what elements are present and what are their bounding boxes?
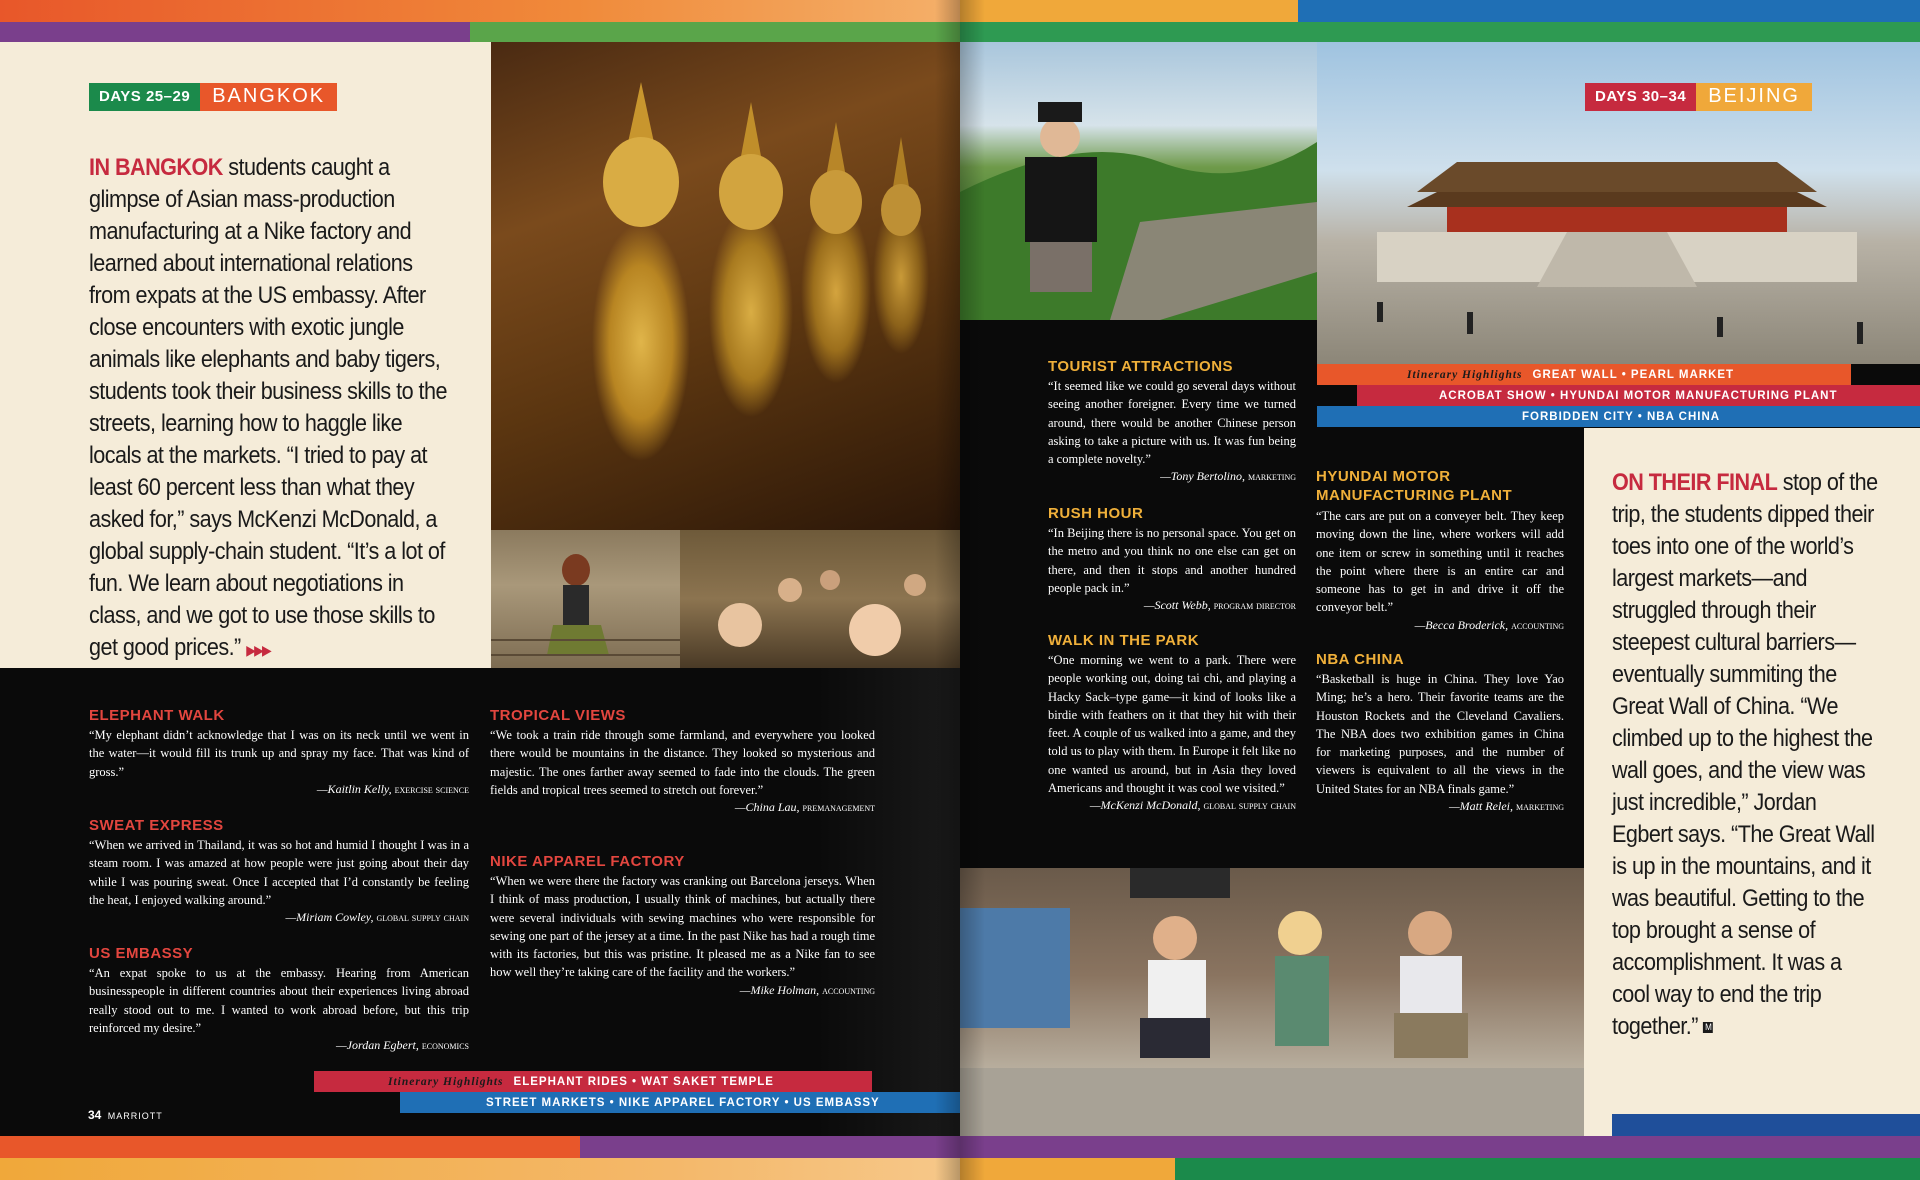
quote-body: “An expat spoke to us at the embassy. Hearing from American businesspeople in different countries about their experiences living abroad really stood out to me. I wanted to work abroad before, but this trip reinforced my desire.” [89, 966, 469, 1035]
bottom-stripe-yellow [0, 1158, 960, 1180]
student-on-temple-steps-photo [491, 530, 680, 668]
bottom-stripe-purple [580, 1136, 960, 1158]
bangkok-day-tag [89, 83, 337, 111]
highlights-items: FORBIDDEN CITY • NBA CHINA [1522, 410, 1721, 423]
quote-hyundai-plant [1316, 467, 1564, 633]
quote-body: “Basketball is huge in China. They love Yao Ming; he’s a hero. Their favorite teams are the Houston Rockets and the Cleveland Cavaliers. The NBA does two exhibition games in China for marketing purposes, and the number of viewers is equivalent to all the views in the United States for an NBA finals game.” [1316, 672, 1564, 796]
highlights-label: Itinerary Highlights [388, 1075, 504, 1088]
quote-us-embassy [89, 945, 469, 1053]
quote-nike-apparel-factory [490, 853, 875, 998]
quote-heading: RUSH HOUR [1048, 505, 1144, 522]
quote-body: “In Beijing there is no personal space. You get on the metro and you think no one else can get on there, and then it stops and another hundred people pack in.” [1048, 526, 1296, 595]
beijing-day-tag [1585, 83, 1812, 111]
quote-body: “One morning we went to a park. There were people working out, doing tai chi, and playing a Hacky Sack–type game—it kind of looks like a birdie with feathers on it that they hit with their feet. A couple of us walked into a game, and they told us to play with them. In Europe it felt like no one wanted us around, but in Asia they loved Americans and thought it was cool we visited.” [1048, 653, 1296, 796]
quote-author: —China Lau, premanagement [734, 800, 875, 815]
students-eating-on-curb-photo [960, 868, 1584, 1136]
quote-body: “The cars are put on a conveyer belt. They keep moving down the line, where workers will add one item or screw in something until it reaches the point where there is an entire car and someone has to get in and drive it off the conveyor belt.” [1316, 509, 1564, 615]
beijing-highlights-row1 [1317, 364, 1851, 385]
quote-body: “My elephant didn’t acknowledge that I was on its neck until we went in the water—it would fill its trunk up and spray my face. That was kind of gross.” [89, 728, 469, 779]
page-number: 34 [88, 1108, 102, 1122]
quote-heading: HYUNDAI MOTOR MANUFACTURING PLANT [1316, 468, 1513, 504]
quote-author: —Tony Bertolino, marketing [1160, 469, 1296, 484]
quote-author: —McKenzi McDonald, global supply chain [1089, 798, 1296, 813]
beijing-highlights-row3 [1317, 406, 1920, 427]
quote-author: —Matt Relei, marketing [1449, 799, 1564, 814]
students-on-train-photo [680, 530, 960, 668]
intro-body: students caught a glimpse of Asian mass-production manufacturing at a Nike factory and learned about international relations from expats at the US embassy. After close encounters with exotic jungle animals like elephants and baby tigers, students took their business skills to the streets, learning how to haggle like locals at the markets. “I tried to pay at least 60 percent less than what they asked for,” says McKenzi McDonald, a global supply-chain student. “It’s a lot of fun. We learn about negotiations in class, and we got to use those skills to get good prices.” [89, 154, 447, 661]
closing-blue-bar [1612, 1114, 1920, 1136]
folio [88, 1108, 163, 1122]
bottom-stripe-yellow-right [960, 1158, 1175, 1180]
quote-tourist-attractions [1048, 358, 1296, 484]
quote-heading: WALK IN THE PARK [1048, 632, 1200, 649]
beijing-closing-text [1612, 467, 1882, 1043]
top-stripe-green-right [960, 22, 1920, 42]
quote-author: —Scott Webb, program director [1143, 598, 1296, 613]
quote-author: —Becca Broderick, accounting [1414, 617, 1564, 632]
highlights-label: Itinerary Highlights [1407, 368, 1523, 381]
city-name: BEIJING [1696, 83, 1812, 111]
top-stripe-orange [0, 0, 960, 22]
top-stripe-purple [0, 22, 470, 42]
top-stripe-blue [1298, 0, 1920, 22]
bangkok-highlights-row1 [314, 1071, 872, 1092]
quote-body: “When we arrived in Thailand, it was so hot and humid I thought I was in a steam room. I was amazed at how people were just going about their day while I was pouring sweat. Once I accepted that I’d constantly be feeling the heat, I enjoyed walking around.” [89, 838, 469, 907]
closing-body: stop of the trip, the students dipped their toes into one of the world’s largest markets—and struggled through their steepest cultural barriers—eventually summiting the Great Wall of China. “We climbed up to the highest the wall goes, and the view was just incredible,” Jordan Egbert says. “The Great Wall is up in the mountains, and it was beautiful. Getting to the top brought a sense of accomplishment. It was a cool way to end the trip together.” [1612, 469, 1878, 1040]
bottom-stripe-green-right [1175, 1158, 1920, 1180]
quote-body: “We took a train ride through some farmland, and everywhere you looked there would be mountains in the distance. They looked so mysterious and majestic. The ones farther away seemed to fade into the clouds. The green fields and tropical trees seemed to stretch out forever.” [490, 728, 875, 797]
intro-lead: IN BANGKOK [89, 154, 223, 181]
quote-author: —Miriam Cowley, global supply chain [285, 910, 469, 925]
quote-author: —Jordan Egbert, economics [335, 1038, 469, 1053]
bottom-stripe-purple-right [960, 1136, 1920, 1158]
quote-author: —Mike Holman, accounting [739, 982, 875, 997]
quote-body: “When we were there the factory was cranking out Barcelona jerseys. When I think of mass production, I usually think of machines, but actually there were several individuals with sewing machines who were responsible for sewing one part of the jersey at a time. In the past Nike has had a rough time with its factories, but this was pristine. It pleased me as a Nike fan to see how well they’re taking care of the facility and the workers.” [490, 874, 875, 980]
day-range: DAYS 30–34 [1585, 83, 1696, 111]
quote-body: “It seemed like we could go several days without seeing another foreigner. Every time we turned around, there would be another Chinese person asking to take a picture with us. It was fun being a complete novelty.” [1048, 379, 1296, 467]
quote-nba-china [1316, 651, 1564, 814]
highlights-items: ACROBAT SHOW • HYUNDAI MOTOR MANUFACTURING PLANT [1439, 389, 1838, 402]
continue-arrows-icon: ▶▶▶ [246, 642, 270, 658]
highlights-items: GREAT WALL • PEARL MARKET [1532, 368, 1735, 381]
city-name: BANGKOK [200, 83, 337, 111]
bangkok-intro-text [89, 152, 449, 666]
quote-rush-hour [1048, 505, 1296, 613]
quote-heading: NBA CHINA [1316, 651, 1405, 668]
top-stripe-green [470, 22, 960, 42]
quote-heading: NIKE APPAREL FACTORY [490, 853, 685, 870]
quote-heading: ELEPHANT WALK [89, 707, 225, 724]
student-at-great-wall-photo [960, 42, 1317, 320]
quote-heading: TROPICAL VIEWS [490, 707, 626, 724]
quote-walk-in-the-park [1048, 632, 1296, 813]
highlights-items: ELEPHANT RIDES • WAT SAKET TEMPLE [513, 1075, 774, 1088]
highlights-items: STREET MARKETS • NIKE APPAREL FACTORY • US EMBASSY [486, 1096, 880, 1109]
magazine-name: MARRIOTT [107, 1111, 163, 1121]
quote-heading: SWEAT EXPRESS [89, 817, 224, 834]
beijing-highlights-row2 [1357, 385, 1920, 406]
closing-lead: ON THEIR FINAL [1612, 469, 1778, 496]
golden-buddha-statues-photo [491, 42, 960, 530]
top-stripe-yellow [960, 0, 1298, 22]
quote-author: —Kaitlin Kelly, exercise science [316, 781, 469, 796]
quote-sweat-express [89, 817, 469, 925]
bottom-stripe-orange [0, 1136, 580, 1158]
quote-elephant-walk [89, 707, 469, 797]
end-mark-icon: M [1705, 1022, 1712, 1033]
quote-heading: US EMBASSY [89, 945, 194, 962]
quote-heading: TOURIST ATTRACTIONS [1048, 358, 1234, 375]
day-range: DAYS 25–29 [89, 83, 200, 111]
quote-tropical-views [490, 707, 875, 815]
bangkok-highlights-row2 [400, 1092, 960, 1113]
